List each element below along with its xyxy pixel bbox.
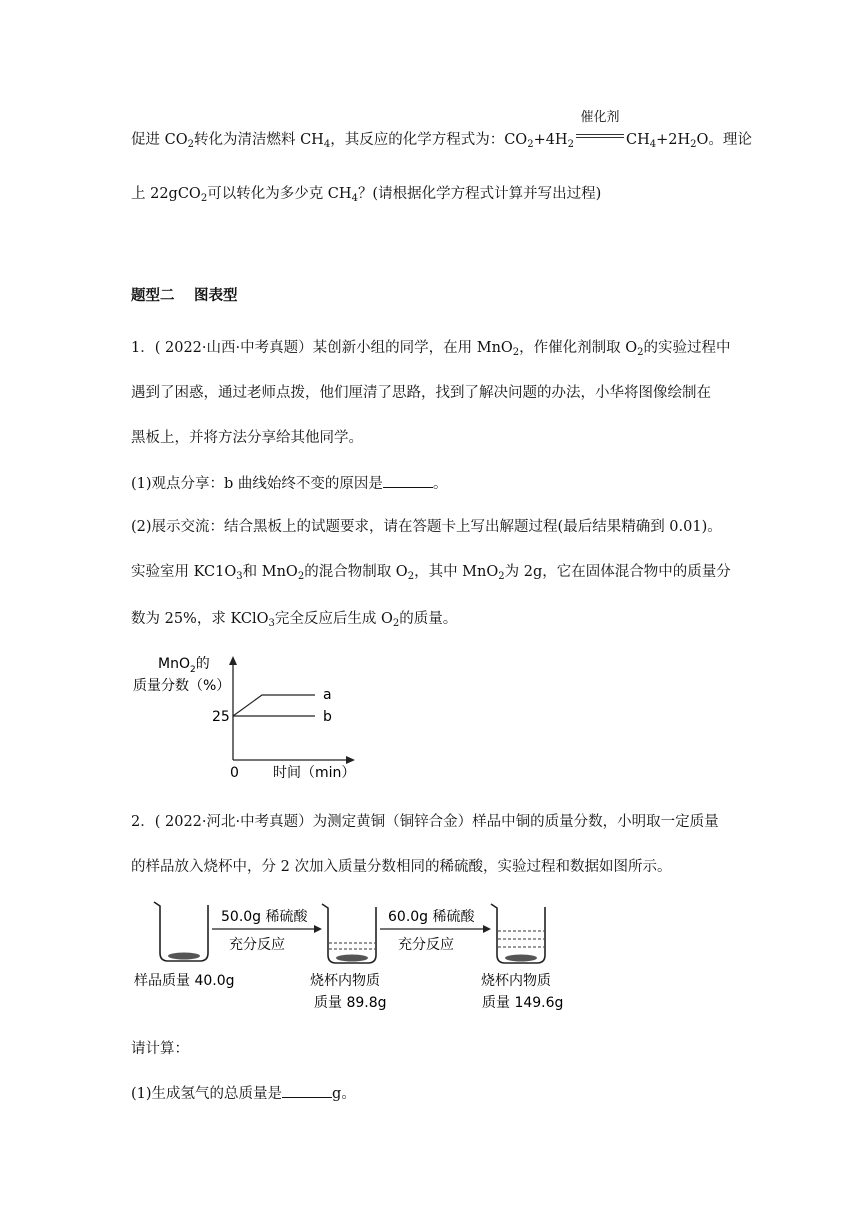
x-axis-label: 时间（min） xyxy=(273,765,356,781)
subscript: 2 xyxy=(200,193,208,204)
q2-line-1: 2．( 2022·河北·中考真题）为测定黄铜（铜锌合金）样品中铜的质量分数，小明取一定质量 xyxy=(131,814,719,830)
subscript: 2 xyxy=(407,571,415,582)
answer-blank[interactable] xyxy=(383,473,433,488)
subscript: 3 xyxy=(236,571,243,582)
subscript: 4 xyxy=(323,139,331,150)
beaker-2 xyxy=(322,904,376,963)
beaker-1 xyxy=(154,902,208,961)
series-b-label: b xyxy=(323,709,332,725)
text: ，其反应的化学方程式为：CO xyxy=(330,132,528,148)
beaker2-label-1: 烧杯内物质 xyxy=(310,973,380,989)
q1-line-6 xyxy=(131,562,731,582)
q1-sub-2: (2)展示交流：结合黑板上的试题要求，请在答题卡上写出解题过程(最后结果精确到 0.01)。 xyxy=(131,519,722,535)
text: ，其中 MnO xyxy=(414,564,499,580)
text: 的混合物制取 O xyxy=(304,564,408,580)
text: 1．( 2022·山西·中考真题）某创新小组的同学，在用 MnO xyxy=(131,340,513,356)
step1-bottom-label: 充分反应 xyxy=(229,937,285,953)
text: (1)观点分享：b 曲线始终不变的原因是 xyxy=(131,476,383,492)
text: 的实验过程中 xyxy=(643,340,731,356)
step2-bottom-label: 充分反应 xyxy=(398,937,454,953)
subscript: 2 xyxy=(187,139,194,150)
section-title: 题型二 图表型 xyxy=(131,288,238,304)
x-axis-arrow xyxy=(346,756,355,764)
step2-top-label: 60.0g 稀硫酸 xyxy=(388,909,475,925)
answer-blank[interactable] xyxy=(282,1083,332,1098)
subscript: 4 xyxy=(351,193,358,204)
beaker2-label-2: 质量 89.8g xyxy=(314,995,387,1011)
text: ，作催化剂制取 O xyxy=(519,340,638,356)
text: 促进 CO xyxy=(131,132,188,148)
subscript: 4 xyxy=(649,139,657,150)
q2-line-2: 的样品放入烧杯中，分 2 次加入质量分数相同的稀硫酸，实验过程和数据如图所示。 xyxy=(131,859,672,875)
arrow-2 xyxy=(380,925,491,933)
text: (1)生成氢气的总质量是 xyxy=(131,1086,283,1102)
q2-prompt: 请计算： xyxy=(131,1041,189,1057)
series-a-label: a xyxy=(323,687,332,703)
text: 转化为清洁燃料 CH xyxy=(193,132,324,148)
text: O。理论 xyxy=(696,132,752,148)
y-axis-label-line2: 质量分数（%） xyxy=(133,678,231,694)
text: g。 xyxy=(332,1086,356,1102)
text: 数为 25%，求 KClO xyxy=(131,611,269,627)
q1-line-7 xyxy=(131,609,457,629)
text: ？(请根据化学方程式计算并写出过程) xyxy=(357,186,602,202)
subscript: 2 xyxy=(512,347,520,358)
text: 和 MnO xyxy=(242,564,298,580)
y-tick-25: 25 xyxy=(212,709,230,725)
arrow-1 xyxy=(212,925,322,933)
q1-line-1 xyxy=(131,338,731,358)
text: CH xyxy=(625,132,650,148)
beaker1-label: 样品质量 40.0g xyxy=(134,973,235,989)
text: 。 xyxy=(432,476,448,492)
subscript: 2 xyxy=(637,347,644,358)
y-axis-label-line1: MnO$_2$的 xyxy=(158,656,210,675)
text: 实验室用 KC1O xyxy=(131,564,237,580)
origin-label: 0 xyxy=(230,765,239,781)
text: 可以转化为多少克 CH xyxy=(207,186,352,202)
beaker3-label-1: 烧杯内物质 xyxy=(481,973,551,989)
beaker3-label-2: 质量 149.6g xyxy=(482,995,564,1011)
reaction-arrow xyxy=(574,110,626,146)
text: +2H xyxy=(656,132,691,148)
intro-line-2 xyxy=(131,184,601,204)
q2-sub-1 xyxy=(131,1083,356,1104)
subscript: 2 xyxy=(567,139,574,150)
step1-top-label: 50.0g 稀硫酸 xyxy=(221,909,308,925)
experiment-diagram xyxy=(130,895,570,1015)
text: 上 22gCO xyxy=(131,186,201,202)
beaker-3 xyxy=(491,904,545,963)
intro-line-1 xyxy=(131,110,752,150)
text: 为 2g，它在固体混合物中的质量分 xyxy=(504,564,731,580)
text: +4H xyxy=(533,132,568,148)
text: 的质量。 xyxy=(399,611,458,627)
subscript: 2 xyxy=(498,571,505,582)
subscript: 2 xyxy=(297,571,305,582)
q1-sub-1 xyxy=(131,473,447,494)
q1-line-3: 黑板上，并将方法分享给其他同学。 xyxy=(131,430,363,446)
subscript: 2 xyxy=(527,139,534,150)
mno2-chart xyxy=(130,650,370,785)
catalyst-label: 催化剂 xyxy=(580,110,620,125)
text: 完全反应后生成 O xyxy=(274,611,393,627)
q1-line-2: 遇到了困惑，通过老师点拨，他们厘清了思路，找到了解决问题的办法，小华将图像绘制在 xyxy=(131,385,711,401)
y-axis-arrow xyxy=(229,656,237,665)
series-a-line xyxy=(233,695,315,716)
subscript: 3 xyxy=(268,618,275,629)
subscript: 2 xyxy=(690,139,697,150)
subscript: 2 xyxy=(392,618,400,629)
